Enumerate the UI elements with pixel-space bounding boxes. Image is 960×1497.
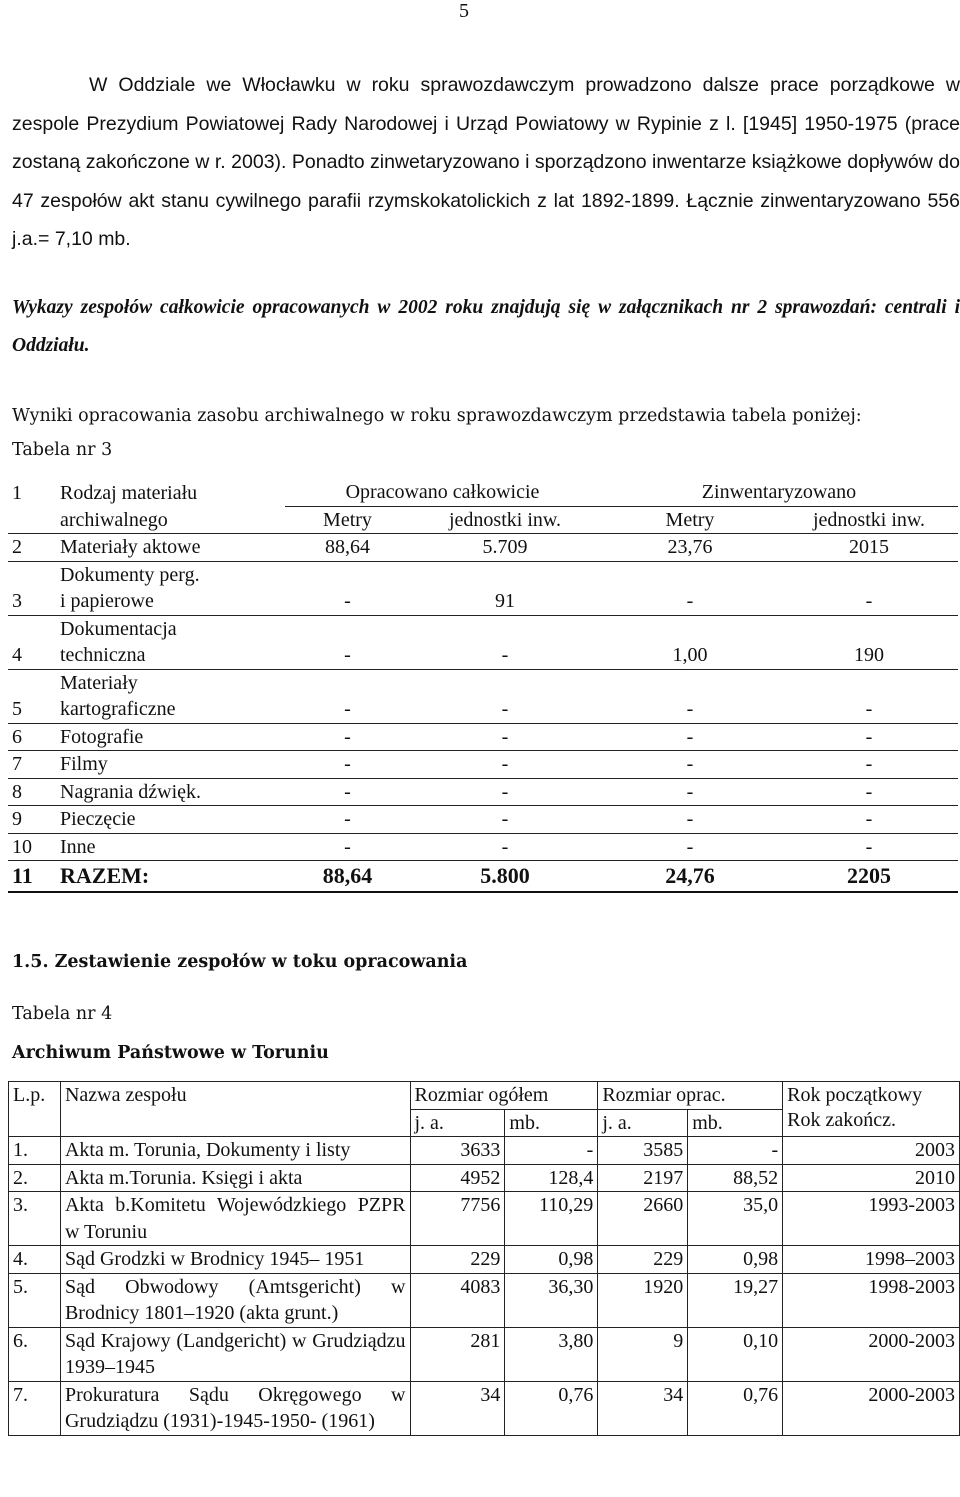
- row-num: 5: [8, 669, 60, 723]
- row-units-inventoried: 190: [780, 615, 958, 669]
- row-years: 1993-2003: [783, 1192, 960, 1246]
- material-type-line1: Pieczęcie: [60, 808, 136, 830]
- row-metry-inventoried: -: [600, 778, 780, 806]
- row-processed-ja: 2197: [598, 1164, 688, 1192]
- table4-row: [9, 1273, 960, 1327]
- header-type-line1: Rodzaj materiału: [60, 481, 198, 504]
- table4-header-row-1: [9, 1082, 960, 1110]
- table3-row: [8, 669, 958, 723]
- row-lp: 2.: [9, 1164, 61, 1192]
- row-units-processed: -: [410, 615, 600, 669]
- header-processed-size: Rozmiar oprac.: [598, 1082, 783, 1110]
- row-lp: 3.: [9, 1192, 61, 1246]
- attachments-note: Wykazy zespołów całkowicie opracowanych w 2002 roku znajdują się w załącznikach nr 2 sprawozdań: centrali i Oddziału.: [12, 297, 960, 356]
- header-end-year: Rok zakończ.: [787, 1108, 896, 1131]
- row-total-mb: 128,4: [505, 1164, 598, 1192]
- row-metry-processed: -: [285, 751, 410, 779]
- row-material-type: [60, 751, 285, 779]
- header-start-year: Rok początkowy: [787, 1084, 923, 1106]
- row-material-type: [60, 561, 285, 615]
- header-lp: L.p.: [9, 1082, 61, 1137]
- row-processed-mb: 19,27: [688, 1273, 783, 1327]
- row-units-processed: -: [410, 751, 600, 779]
- material-type-line2: i papierowe: [60, 590, 154, 612]
- row-total-mb: 110,29: [505, 1192, 598, 1246]
- material-type-line2: kartograficzne: [60, 698, 176, 720]
- archive-name: Archiwum Państwowe w Toruniu: [12, 1043, 329, 1063]
- table3-row: [8, 615, 958, 669]
- row-units-inventoried: -: [780, 778, 958, 806]
- row-num: 2: [8, 534, 60, 562]
- row-units-processed: -: [410, 778, 600, 806]
- row-processed-ja: 9: [598, 1327, 688, 1381]
- row-units-processed: -: [410, 723, 600, 751]
- row-total-mb: -: [505, 1137, 598, 1165]
- header-metry-1: Metry: [285, 506, 410, 534]
- row-metry-processed: -: [285, 615, 410, 669]
- row-lp: 7.: [9, 1381, 61, 1435]
- table4-row: [9, 1164, 960, 1192]
- row-total-ja: 4083: [410, 1273, 505, 1327]
- row-material-type: [60, 723, 285, 751]
- total-metry-2: 24,76: [600, 861, 780, 893]
- header-fully-processed: Opracowano całkowicie: [285, 479, 600, 506]
- row-processed-ja: 229: [598, 1246, 688, 1274]
- row-metry-inventoried: -: [600, 669, 780, 723]
- row-metry-processed: -: [285, 833, 410, 861]
- row-years: 1998–2003: [783, 1246, 960, 1274]
- row-num: 7: [8, 751, 60, 779]
- results-intro: Wyniki opracowania zasobu archiwalnego w roku sprawozdawczym przedstawia tabela poniżej:: [12, 406, 862, 426]
- row-processed-mb: 88,52: [688, 1164, 783, 1192]
- row-units-inventoried: -: [780, 723, 958, 751]
- material-type-line1: Filmy: [60, 753, 108, 775]
- row-units-inventoried: 2015: [780, 534, 958, 562]
- row-units-inventoried: -: [780, 669, 958, 723]
- row-total-mb: 0,98: [505, 1246, 598, 1274]
- header-num: 1: [12, 481, 22, 504]
- row-fonds-name: Akta m. Torunia, Dokumenty i listy: [60, 1137, 410, 1165]
- header-mb-2: mb.: [688, 1109, 783, 1137]
- row-metry-processed: -: [285, 669, 410, 723]
- row-metry-inventoried: -: [600, 833, 780, 861]
- table4-row: [9, 1192, 960, 1246]
- row-units-inventoried: -: [780, 561, 958, 615]
- row-processed-ja: 2660: [598, 1192, 688, 1246]
- row-fonds-name: Sąd Obwodowy (Amtsgericht) w Brodnicy 1801–1920 (akta grunt.): [60, 1273, 410, 1327]
- row-material-type: [60, 806, 285, 834]
- row-metry-inventoried: -: [600, 806, 780, 834]
- header-units-2: jednostki inw.: [780, 506, 958, 534]
- row-total-mb: 0,76: [505, 1381, 598, 1435]
- table4-row: [9, 1137, 960, 1165]
- material-type-line2: techniczna: [60, 644, 146, 666]
- material-type-line1: Fotografie: [60, 725, 144, 748]
- row-material-type: [60, 615, 285, 669]
- row-material-type: [60, 833, 285, 861]
- total-num: 11: [8, 861, 60, 893]
- material-type-line1: Materiały: [60, 671, 138, 694]
- row-years: 2003: [783, 1137, 960, 1165]
- row-processed-mb: 0,10: [688, 1327, 783, 1381]
- table3-row: [8, 778, 958, 806]
- total-label: RAZEM:: [60, 861, 285, 893]
- table3-header-row-2: [8, 506, 958, 534]
- row-total-ja: 3633: [410, 1137, 505, 1165]
- table3-row: [8, 561, 958, 615]
- header-units-1: jednostki inw.: [410, 506, 600, 534]
- row-metry-inventoried: -: [600, 723, 780, 751]
- fonds-table: [8, 1081, 960, 1436]
- row-units-processed: -: [410, 806, 600, 834]
- row-metry-processed: -: [285, 723, 410, 751]
- material-type-line1: Materiały aktowe: [60, 536, 201, 558]
- row-num: 9: [8, 806, 60, 834]
- table4-row: [9, 1381, 960, 1435]
- table3-label: Tabela nr 3: [12, 440, 113, 460]
- header-metry-2: Metry: [600, 506, 780, 534]
- row-lp: 6.: [9, 1327, 61, 1381]
- row-years: 2000-2003: [783, 1381, 960, 1435]
- header-ja-1: j. a.: [410, 1109, 505, 1137]
- row-processed-mb: 0,76: [688, 1381, 783, 1435]
- row-fonds-name: Sąd Krajowy (Landgericht) w Grudziądzu 1939–1945: [60, 1327, 410, 1381]
- row-fonds-name: Prokuratura Sądu Okręgowego w Grudziądzu (1931)-1945-1950- (1961): [60, 1381, 410, 1435]
- page-number: 5: [459, 0, 469, 22]
- row-metry-processed: -: [285, 561, 410, 615]
- row-num: 10: [8, 833, 60, 861]
- row-units-processed: 5.709: [410, 534, 600, 562]
- row-metry-inventoried: 1,00: [600, 615, 780, 669]
- results-table: [8, 479, 958, 893]
- row-lp: 5.: [9, 1273, 61, 1327]
- row-units-inventoried: -: [780, 833, 958, 861]
- row-years: 2000-2003: [783, 1327, 960, 1381]
- row-metry-inventoried: -: [600, 751, 780, 779]
- row-fonds-name: Akta m.Torunia. Księgi i akta: [60, 1164, 410, 1192]
- row-fonds-name: Akta b.Komitetu Wojewódzkiego PZPR w Toruniu: [60, 1192, 410, 1246]
- table3-row: [8, 723, 958, 751]
- table3-row: [8, 833, 958, 861]
- header-name: Nazwa zespołu: [60, 1082, 410, 1137]
- table4-label: Tabela nr 4: [12, 1004, 113, 1024]
- table3-row: [8, 534, 958, 562]
- row-processed-mb: 35,0: [688, 1192, 783, 1246]
- row-lp: 4.: [9, 1246, 61, 1274]
- table4-row: [9, 1246, 960, 1274]
- material-type-line1: Dokumentacja: [60, 617, 177, 640]
- row-total-mb: 3,80: [505, 1327, 598, 1381]
- row-fonds-name: Sąd Grodzki w Brodnicy 1945– 1951: [60, 1246, 410, 1274]
- row-metry-processed: -: [285, 806, 410, 834]
- row-processed-ja: 3585: [598, 1137, 688, 1165]
- row-total-mb: 36,30: [505, 1273, 598, 1327]
- table3-total-row: [8, 861, 958, 893]
- row-years: 1998-2003: [783, 1273, 960, 1327]
- header-inventoried: Zinwentaryzowano: [600, 479, 958, 506]
- row-units-inventoried: -: [780, 806, 958, 834]
- header-type-line2: archiwalnego: [60, 506, 285, 534]
- material-type-line1: Nagrania dźwięk.: [60, 780, 202, 803]
- intro-paragraph: W Oddziale we Włocławku w roku sprawozdawczym prowadzono dalsze prace porządkowe w zespole Prezydium Powiatowej Rady Narodowej i Urząd Powiatowy w Rypinie z l. [1945] 1950-1975 (prace zostaną zakończone w r. 2003). Ponadto zinwetaryzowano i sporządzono inwentarze książkowe dopływów do 47 zespołów akt stanu cywilnego parafii rzymskokatolickich z lat 1892-1899. Łącznie zinwentaryzowano 556 j.a.= 7,10 mb.: [12, 74, 960, 250]
- section-title: 1.5. Zestawienie zespołów w toku opracowania: [12, 952, 468, 972]
- row-total-ja: 4952: [410, 1164, 505, 1192]
- row-total-ja: 281: [410, 1327, 505, 1381]
- row-units-processed: -: [410, 669, 600, 723]
- header-ja-2: j. a.: [598, 1109, 688, 1137]
- row-units-processed: -: [410, 833, 600, 861]
- row-processed-mb: -: [688, 1137, 783, 1165]
- row-total-ja: 229: [410, 1246, 505, 1274]
- row-processed-mb: 0,98: [688, 1246, 783, 1274]
- table3-row: [8, 751, 958, 779]
- row-metry-processed: -: [285, 778, 410, 806]
- table4-row: [9, 1327, 960, 1381]
- row-material-type: [60, 669, 285, 723]
- row-lp: 1.: [9, 1137, 61, 1165]
- row-units-inventoried: -: [780, 751, 958, 779]
- row-metry-inventoried: 23,76: [600, 534, 780, 562]
- header-years: [783, 1082, 960, 1137]
- header-total-size: Rozmiar ogółem: [410, 1082, 598, 1110]
- total-units-1: 5.800: [410, 861, 600, 893]
- material-type-line1: Inne: [60, 835, 96, 858]
- row-metry-processed: 88,64: [285, 534, 410, 562]
- total-metry-1: 88,64: [285, 861, 410, 893]
- row-metry-inventoried: -: [600, 561, 780, 615]
- header-mb-1: mb.: [505, 1109, 598, 1137]
- row-total-ja: 7756: [410, 1192, 505, 1246]
- table3-header-row-1: [8, 479, 958, 506]
- row-years: 2010: [783, 1164, 960, 1192]
- row-material-type: [60, 534, 285, 562]
- row-material-type: [60, 778, 285, 806]
- row-num: 4: [8, 615, 60, 669]
- row-processed-ja: 34: [598, 1381, 688, 1435]
- row-num: 3: [8, 561, 60, 615]
- material-type-line1: Dokumenty perg.: [60, 563, 200, 586]
- row-num: 8: [8, 778, 60, 806]
- row-total-ja: 34: [410, 1381, 505, 1435]
- table3-row: [8, 806, 958, 834]
- row-processed-ja: 1920: [598, 1273, 688, 1327]
- row-units-processed: 91: [410, 561, 600, 615]
- row-num: 6: [8, 723, 60, 751]
- total-units-2: 2205: [780, 861, 958, 893]
